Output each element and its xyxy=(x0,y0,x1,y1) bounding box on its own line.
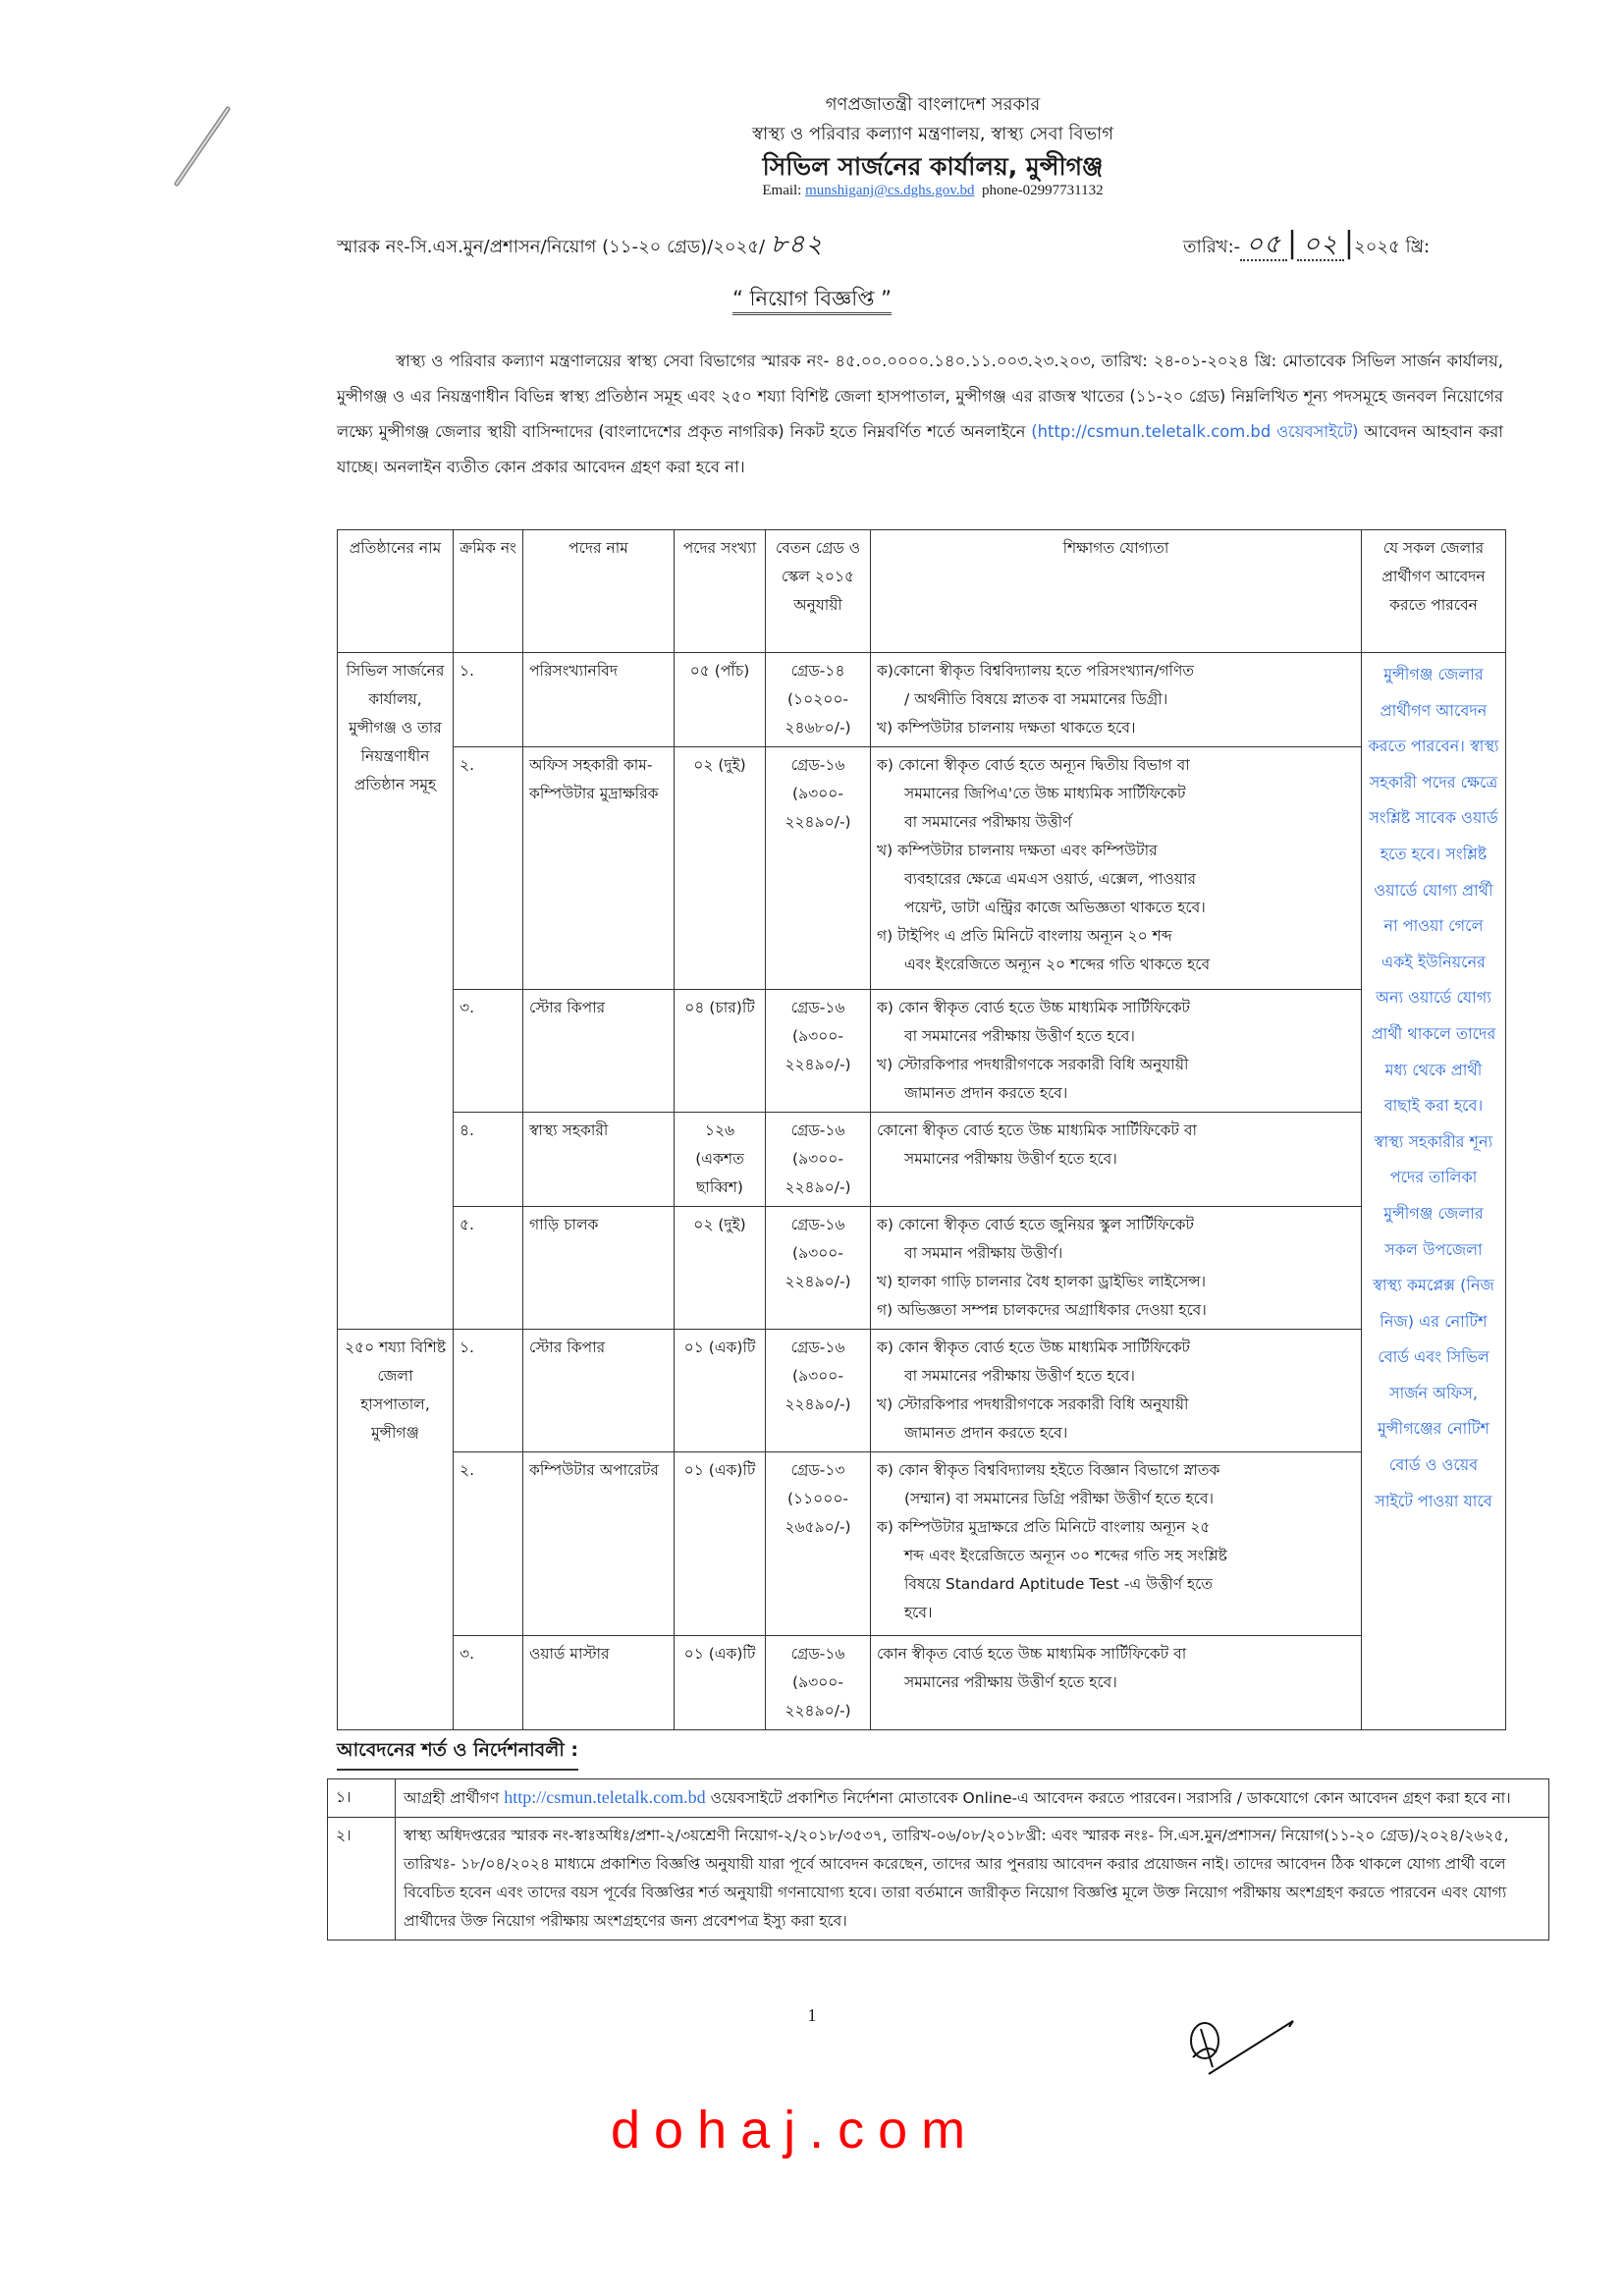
serial-number: ৩. xyxy=(454,1636,523,1730)
qualification-line: ক) কোনো স্বীকৃত বোর্ড হতে জুনিয়র স্কুল সার্টিফিকেট xyxy=(877,1216,1194,1233)
qualification xyxy=(871,747,1362,990)
post-name: স্টোর কিপার xyxy=(523,1330,675,1452)
post-count: ০২ (দুই) xyxy=(675,1207,766,1330)
post-name: ওয়ার্ড মাস্টার xyxy=(523,1636,675,1730)
qualification-line: সমমানের জিপিএ'তে উচ্চ মাধ্যমিক সার্টিফিকেট xyxy=(904,785,1186,802)
qualification xyxy=(871,1207,1362,1330)
term-text-before: আগ্রহী প্রার্থীগণ xyxy=(404,1789,505,1807)
qualification-line: পয়েন্ট, ডাটা এন্ট্রির কাজে অভিজ্ঞতা থাকতে হবে। xyxy=(904,899,1206,916)
table-row xyxy=(338,653,1506,747)
table-row xyxy=(338,990,1506,1113)
pay-grade: গ্রেড-১৬ (৯৩০০- ২২৪৯০/-) xyxy=(766,1113,871,1207)
term-number: ১। xyxy=(328,1779,396,1818)
date-label: তারিখ:- xyxy=(1183,237,1241,257)
col-eligible-district: যে সকল জেলার প্রার্থীগণ আবেদন করতে পারবেন xyxy=(1362,530,1506,653)
col-grade: বেতন গ্রেড ও স্কেল ২০১৫ অনুযায়ী xyxy=(766,530,871,653)
qualification-line: বা সমমানের পরীক্ষায় উত্তীর্ণ হতে হবে। xyxy=(904,1367,1135,1385)
qualification xyxy=(871,1452,1362,1636)
qualification xyxy=(871,1636,1362,1730)
pay-grade: গ্রেড-১৬ (৯৩০০- ২২৪৯০/-) xyxy=(766,1636,871,1730)
qualification-line: সমমানের পরীক্ষায় উত্তীর্ণ হতে হবে। xyxy=(904,1150,1117,1168)
qualification-line: বা সমমান পরীক্ষায় উত্তীর্ণ। xyxy=(904,1244,1063,1262)
qualification-line: ক)কোনো স্বীকৃত বিশ্ববিদ্যালয় হতে পরিসংখ্যান/গণিত xyxy=(877,662,1194,680)
qualification-line: বিষয়ে Standard Aptitude Test -এ উত্তীর্ণ হতে xyxy=(904,1575,1214,1593)
col-serial: ক্রমিক নং xyxy=(454,530,523,653)
ministry-name: স্বাস্থ্য ও পরিবার কল্যাণ মন্ত্রণালয়, স্বাস্থ্য সেবা বিভাগ xyxy=(751,124,1114,144)
qualification xyxy=(871,990,1362,1113)
qualification-line: গ) অভিজ্ঞতা সম্পন্ন চালকদের অগ্রাধিকার দেওয়া হবে। xyxy=(877,1301,1207,1319)
post-count: ০১ (এক)টি xyxy=(675,1452,766,1636)
qualification-line: সমমানের পরীক্ষায় উত্তীর্ণ হতে হবে। xyxy=(904,1673,1117,1691)
pay-grade: গ্রেড-১৩ (১১০০০- ২৬৫৯০/-) xyxy=(766,1452,871,1636)
serial-number: ৫. xyxy=(454,1207,523,1330)
qualification-line: জামানত প্রদান করতে হবে। xyxy=(904,1424,1068,1442)
post-count: ০২ (দুই) xyxy=(675,747,766,990)
qualification-line: এবং ইংরেজিতে অন্যূন ২০ শব্দের গতি থাকতে হবে xyxy=(904,956,1211,973)
handwritten-memo-no: ৮৪২ xyxy=(770,230,824,259)
serial-number: ৪. xyxy=(454,1113,523,1207)
term-website-link[interactable]: http://csmun.teletalk.com.bd xyxy=(504,1787,706,1807)
email-link[interactable]: munshiganj@cs.dghs.gov.bd xyxy=(805,183,975,198)
pay-grade: গ্রেড-১৬ (৯৩০০- ২২৪৯০/-) xyxy=(766,1330,871,1452)
table-row xyxy=(338,1330,1506,1452)
qualification-line: খ) স্টোরকিপার পদধারীগণকে সরকারী বিধি অনুযায়ী xyxy=(877,1056,1189,1073)
intro-website-link[interactable]: (http://csmun.teletalk.com.bd ওয়েবসাইটে) xyxy=(1031,422,1359,441)
qualification xyxy=(871,1330,1362,1452)
post-count: ০৪ (চার)টি xyxy=(675,990,766,1113)
terms-table xyxy=(327,1778,1549,1941)
terms-heading: আবেদনের শর্ত ও নির্দেশনাবলী : xyxy=(337,1736,578,1771)
notice-title: “ নিয়োগ বিজ্ঞপ্তি ” xyxy=(0,283,1624,317)
term-text xyxy=(396,1818,1549,1941)
col-institution: প্রতিষ্ঠানের নাম xyxy=(338,530,454,653)
serial-number: ১. xyxy=(454,1330,523,1452)
qualification-line: ব্যবহারের ক্ষেত্রে এমএস ওয়ার্ড, এক্সেল, পাওয়ার xyxy=(904,870,1197,888)
qualification-line: খ) হালকা গাড়ি চালনার বৈধ হালকা ড্রাইভিং লাইসেন্স। xyxy=(877,1273,1207,1290)
qualification-line: / অর্থনীতি বিষয়ে স্নাতক বা সমমানের ডিগ্রী। xyxy=(904,690,1168,708)
eligibility-note: মুন্সীগঞ্জ জেলার প্রার্থীগণ আবেদন করতে পারবেন। স্বাস্থ্য সহকারী পদের ক্ষেত্রে সংশ্লিষ্ট সাবেক ওয়ার্ড হতে হবে। সংশ্লিষ্ট ওয়ার্ডে যোগ্য প্রার্থী না পাওয়া গেলে একই ইউনিয়নের অন্য ওয়ার্ডে যোগ্য প্রার্থী থাকলে তাদের মধ্য থেকে প্রার্থী বাছাই করা হবে। স্বাস্থ্য সহকারীর শূন্য পদের তালিকা মুন্সীগঞ্জ জেলার সকল উপজেলা স্বাস্থ্য কমপ্লেক্স (নিজ নিজ) এর নোটিশ বোর্ড এবং সিভিল সার্জন অফিস, মুন্সীগঞ্জের নোটিশ বোর্ড ও ওয়েব সাইটে পাওয়া যাবে xyxy=(1362,653,1506,1730)
phone-number: phone-02997731132 xyxy=(982,183,1104,198)
table-row xyxy=(338,1113,1506,1207)
signature-icon xyxy=(1183,2013,1301,2082)
memo-number xyxy=(337,224,823,267)
post-name: কম্পিউটার অপারেটর xyxy=(523,1452,675,1636)
table-row xyxy=(338,1207,1506,1330)
date-day: ০৫ xyxy=(1240,230,1287,261)
qualification-line: ক) কোনো স্বীকৃত বোর্ড হতে অন্যূন দ্বিতীয় বিভাগ বা xyxy=(877,756,1190,774)
pay-grade: গ্রেড-১৬ (৯৩০০- ২২৪৯০/-) xyxy=(766,990,871,1113)
qualification-line: খ) কম্পিউটার চালনায় দক্ষতা এবং কম্পিউটার xyxy=(877,842,1158,859)
qualification-line: ক) কম্পিউটার মুদ্রাক্ষরে প্রতি মিনিটে বাংলায় অন্যূন ২৫ xyxy=(877,1518,1211,1536)
vacancy-table xyxy=(337,529,1506,1730)
table-row xyxy=(338,1452,1506,1636)
watermark: dohaj.com xyxy=(611,2101,980,2159)
office-name: সিভিল সার্জনের কার্যালয়, মুন্সীগঞ্জ xyxy=(762,152,1104,181)
memo-label: স্মারক নং-সি.এস.মুন/প্রশাসন/নিয়োগ (১১-২০ গ্রেড)/২০২৫/ xyxy=(337,237,766,257)
post-count: ০১ (এক)টি xyxy=(675,1636,766,1730)
qualification-line: কোনো স্বীকৃত বোর্ড হতে উচ্চ মাধ্যমিক সার্টিফিকেট বা xyxy=(877,1121,1197,1139)
qualification-line: খ) স্টোরকিপার পদধারীগণকে সরকারী বিধি অনুযায়ী xyxy=(877,1395,1189,1413)
qualification-line: বা সমমানের পরীক্ষায় উত্তীর্ণ xyxy=(904,813,1072,831)
qualification-line: বা সমমানের পরীক্ষায় উত্তীর্ণ হতে হবে। xyxy=(904,1027,1135,1045)
intro-text: স্বাস্থ্য ও পরিবার কল্যাণ মন্ত্রণালয়ের স্বাস্থ্য সেবা বিভাগের স্মারক নং- ৪৫.০০.০০০০.১৪০.১১.০০৩.২৩.২০৩, তারিখ: ২৪-০১-২০২৪ খ্রি: মোতাবেক সিভিল সার্জন কার্যালয়, মুন্সীগঞ্জ ও এর নিয়ন্ত্রণাধীন বিভিন্ন স্বাস্থ্য প্রতিষ্ঠান সমূহ এবং ২৫০ শয্যা বিশিষ্ট জেলা হাসপাতাল, মুন্সীগঞ্জ এর রাজস্ব খাতের (১১-২০ গ্রেড) নিম্নলিখিত শূন্য পদসমূহে জনবল নিয়োগের লক্ষ্যে মুন্সীগঞ্জ জেলার স্থায়ী বাসিন্দাদের (বাংলাদেশের প্রকৃত নাগরিক) নিকট হতে নিম্নবর্ণিত শর্তে অনলাইনে xyxy=(337,352,1503,441)
qualification-line: জামানত প্রদান করতে হবে। xyxy=(904,1084,1068,1102)
qualification-line: খ) কম্পিউটার চালনায় দক্ষতা থাকতে হবে। xyxy=(877,719,1136,737)
col-qualification: শিক্ষাগত যোগ্যতা xyxy=(871,530,1362,653)
qualification-line: ক) কোন স্বীকৃত বোর্ড হতে উচ্চ মাধ্যমিক সার্টিফিকেট xyxy=(877,1339,1190,1356)
qualification-line: ক) কোন স্বীকৃত বোর্ড হতে উচ্চ মাধ্যমিক সার্টিফিকেট xyxy=(877,999,1190,1016)
qualification-line: কোন স্বীকৃত বোর্ড হতে উচ্চ মাধ্যমিক সার্টিফিকেট বা xyxy=(877,1645,1187,1663)
table-row xyxy=(338,1636,1506,1730)
post-name: স্বাস্থ্য সহকারী xyxy=(523,1113,675,1207)
govt-name: গণপ্রজাতন্ত্রী বাংলাদেশ সরকার xyxy=(825,94,1041,115)
date-year: ২০২৫ খ্রি: xyxy=(1353,237,1431,257)
qualification-line: শব্দ এবং ইংরেজিতে অন্যূন ৩০ শব্দের গতি সহ সংশ্লিষ্ট xyxy=(904,1547,1227,1564)
post-name: পরিসংখ্যানবিদ xyxy=(523,653,675,747)
table-row xyxy=(338,747,1506,990)
term-text xyxy=(396,1779,1549,1818)
col-post-count: পদের সংখ্যা xyxy=(675,530,766,653)
serial-number: ২. xyxy=(454,1452,523,1636)
serial-number: ১. xyxy=(454,653,523,747)
memo-date: তারিখ:- ০৫ | ০২ |২০২৫ খ্রি: xyxy=(1183,226,1431,260)
term-text-before: স্বাস্থ্য অধিদপ্তরের স্মারক নং-স্বাঃঅধিঃ/প্রশা-২/৩য়শ্রেণী নিয়োগ-২/২০১৮/৩৫৩৭, তারিখ-০৬/০৮/২০১৮খ্রী: এবং স্মারক নংঃ- সি.এস.মুন/প্রশাসন/ নিয়োগ(১১-২০ গ্রেড)/২০২৪/২৬২৫, তারিখঃ- ১৮/০৪/২০২৪ মাধ্যমে প্রকাশিত বিজ্ঞপ্তি অনুযায়ী যারা পূর্বে আবেদন করেছেন, তাদের আর পুনরায় আবেদন করার প্রয়োজন নাই। তাদের আবেদন ঠিক থাকলে যোগ্য প্রার্থী বলে বিবেচিত হবেন এবং তাদের বয়স পূর্বের বিজ্ঞপ্তির শর্ত অনুযায়ী গণনাযোগ্য হবে। তারা বর্তমানে জারীকৃত নিয়োগ বিজ্ঞপ্তি মূলে উক্ত নিয়োগ পরীক্ষায় অংশগ্রহণ করতে পারবেন এবং যোগ্য প্রার্থীদের উক্ত নিয়োগ পরীক্ষায় অংশগ্রহণের জন্য প্রবেশপত্র ইস্যু করা হবে। xyxy=(404,1827,1509,1930)
pay-grade: গ্রেড-১৪ (১০২০০- ২৪৬৮০/-) xyxy=(766,653,871,747)
post-name: স্টোর কিপার xyxy=(523,990,675,1113)
term-text-after: ওয়েবসাইটে প্রকাশিত নির্দেশনা মোতাবেক Online-এ আবেদন করতে পারবেন। সরাসরি / ডাকযোগে কোন আবেদন গ্রহণ করা হবে না। xyxy=(705,1789,1511,1807)
post-count: ০৫ (পাঁচ) xyxy=(675,653,766,747)
post-name: গাড়ি চালক xyxy=(523,1207,675,1330)
qualification-line: গ) টাইপিং এ প্রতি মিনিটে বাংলায় অন্যূন ২০ শব্দ xyxy=(877,927,1172,945)
intro-paragraph xyxy=(337,344,1503,485)
intro-text-end: আবেদন আহবান করা যাচ্ছে। অনলাইন ব্যতীত কোন প্রকার আবেদন গ্রহণ করা হবে না। xyxy=(337,422,1504,476)
pen-mark-icon xyxy=(167,103,236,191)
post-count: ০১ (এক)টি xyxy=(675,1330,766,1452)
term-number: ২। xyxy=(328,1818,396,1941)
qualification-line: (সম্মান) বা সমমানের ডিগ্রি পরীক্ষা উত্তীর্ণ হতে হবে। xyxy=(904,1490,1215,1507)
qualification-line: হবে। xyxy=(904,1604,933,1621)
institution-name: সিভিল সার্জনের কার্যালয়, মুন্সীগঞ্জ ও তার নিয়ন্ত্রণাধীন প্রতিষ্ঠান সমূহ xyxy=(338,653,454,1330)
email-label: Email: xyxy=(762,183,802,198)
serial-number: ২. xyxy=(454,747,523,990)
col-post-name: পদের নাম xyxy=(523,530,675,653)
post-name: অফিস সহকারী কাম- কম্পিউটার মুদ্রাক্ষরিক xyxy=(523,747,675,990)
qualification xyxy=(871,653,1362,747)
institution-name: ২৫০ শয্যা বিশিষ্ট জেলা হাসপাতাল, মুন্সীগঞ্জ xyxy=(338,1330,454,1730)
serial-number: ৩. xyxy=(454,990,523,1113)
pay-grade: গ্রেড-১৬ (৯৩০০- ২২৪৯০/-) xyxy=(766,1207,871,1330)
qualification xyxy=(871,1113,1362,1207)
post-count: ১২৬ (একশত ছাব্বিশ) xyxy=(675,1113,766,1207)
date-month: ০২ xyxy=(1297,230,1344,261)
table-header-row xyxy=(338,530,1506,653)
pay-grade: গ্রেড-১৬ (৯৩০০- ২২৪৯০/-) xyxy=(766,747,871,990)
qualification-line: ক) কোন স্বীকৃত বিশ্ববিদ্যালয় হইতে বিজ্ঞান বিভাগে স্নাতক xyxy=(877,1461,1220,1479)
terms-row xyxy=(328,1779,1549,1818)
terms-row xyxy=(328,1818,1549,1941)
page-number: 1 xyxy=(807,2005,817,2025)
contact-line xyxy=(442,183,1424,199)
